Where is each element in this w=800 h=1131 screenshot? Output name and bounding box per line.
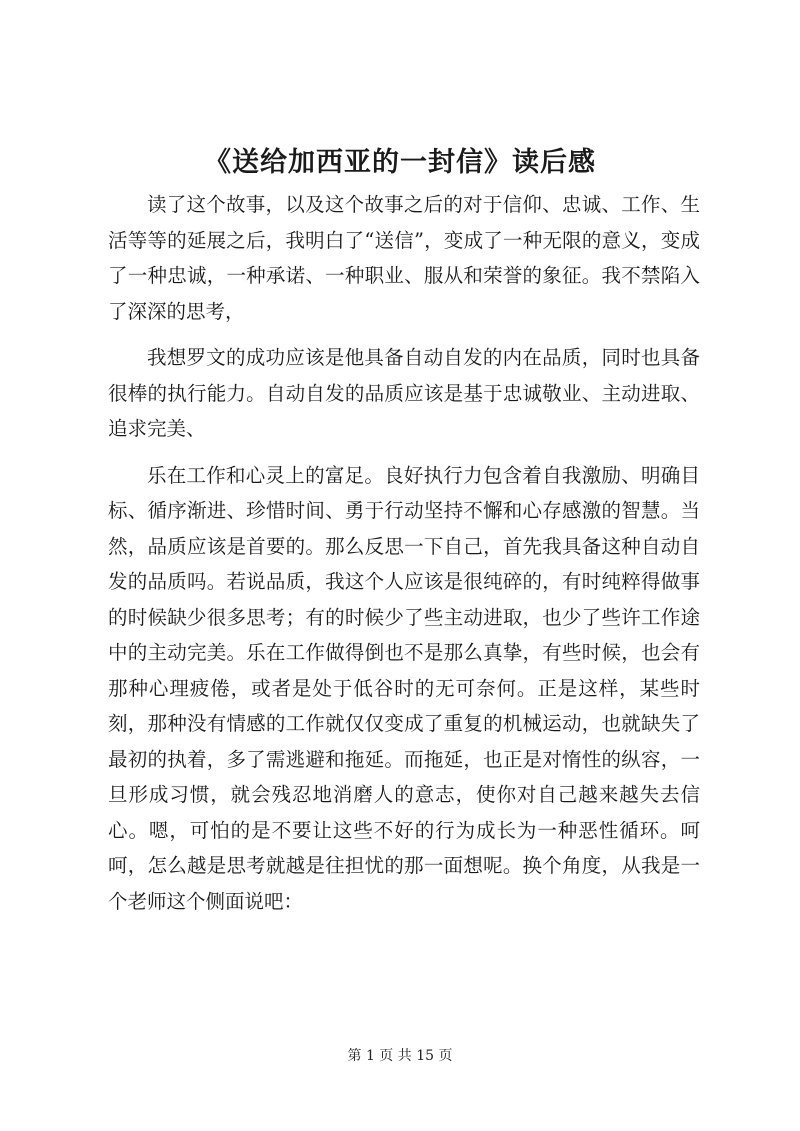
paragraph-1: 读了这个故事，以及这个故事之后的对于信仰、忠诚、工作、生活等等的延展之后，我明白了“送信”，变成了一种无限的意义，变成了一种忠诚，一种承诺、一种职业、服从和荣誉的象征。我不禁陷入了深深的思考， — [108, 193, 700, 323]
paragraph-3: 乐在工作和心灵上的富足。良好执行力包含着自我激励、明确目标、循序渐进、珍惜时间、勇于行动坚持不懈和心存感激的智慧。当然，品质应该是首要的。那么反思一下自己，首先我具备这种自动自发的品质吗。若说品质，我这个人应该是很纯碎的，有时纯粹得做事的时候缺少很多思考；有的时候少了些主动进取，也少了些许工作途中的主动完美。乐在工作做得倒也不是那么真挚，有些时候，也会有那种心理疲倦，或者是处于低谷时的无可奈何。正是这样，某些时刻，那种没有情感的工作就仅仅变成了重复的机械运动，也就缺失了最初的执着，多了需逃避和拖延。而拖延，也正是对惰性的纵容，一旦形成习惯，就会残忍地消磨人的意志，使你对自己越来越失去信心。嗯，可怕的是不要让这些不好的行为成长为一种恶性循环。呵呵，怎么越是思考就越是往担忧的那一面想呢。换个角度，从我是一个老师这个侧面说吧： — [108, 463, 700, 913]
document-body — [108, 187, 700, 930]
document-title: 《送给加西亚的一封信》读后感 — [204, 147, 596, 178]
page-number-footer: 第 1 页 共 15 页 — [347, 1048, 453, 1064]
paragraph-2: 我想罗文的成功应该是他具备自动自发的内在品质，同时也具备很棒的执行能力。自动自发的品质应该是基于忠诚敬业、主动进取、追求完美、 — [108, 346, 700, 440]
